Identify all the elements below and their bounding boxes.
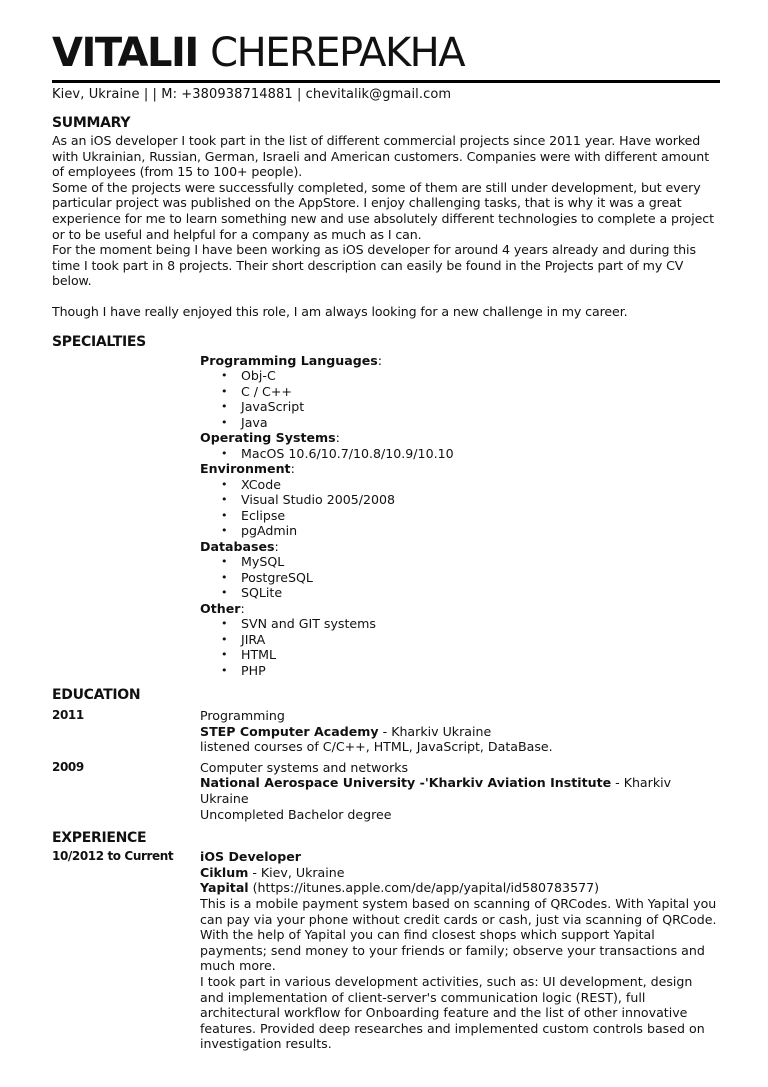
skill-item: • JavaScript — [241, 399, 720, 415]
specialties-heading: SPECIALTIES — [52, 333, 146, 350]
last-name: CHEREPAKHA — [210, 30, 465, 76]
school-name: National Aerospace University -'Kharkiv Aviation Institute — [200, 775, 612, 791]
summary-paragraph: Though I have really enjoyed this role, I am always looking for a new challenge in my career. — [52, 303, 628, 319]
first-name: VITALII — [52, 30, 198, 76]
project-activities: I took part in various development activities, such as: UI development, design and implementation of client-server's communication logic (REST), full architectural workflow for Onboarding feature and the list of other innovative features. Provided deep researches and implemented custom controls based on investigation results. — [200, 973, 705, 1052]
education-note: Uncompleted Bachelor degree — [200, 806, 392, 822]
category-environment: Environment: • XCode • Visual Studio 2005/2008 • Eclipse • pgAdmin — [200, 461, 720, 539]
category-label: Databases — [200, 538, 275, 554]
summary-paragraph: For the moment being I have been working as iOS developer for around 4 years already and during this time I took part in 8 projects. Their short description can easily be found in the Projects part of my CV below. — [52, 242, 696, 289]
education-entry — [52, 760, 720, 822]
skill-item: • C / C++ — [241, 384, 720, 400]
category-databases: Databases: • MySQL • PostgreSQL • SQLite — [200, 539, 720, 601]
education-note: listened courses of C/C++, HTML, JavaScript, DataBase. — [200, 739, 553, 755]
skill-item: • Obj-C — [241, 368, 720, 384]
job-role: iOS Developer — [200, 849, 301, 865]
education-heading: EDUCATION — [52, 687, 141, 704]
summary-heading: SUMMARY — [52, 115, 131, 131]
skill-item: • PostgreSQL — [241, 570, 720, 586]
category-operating-systems: Operating Systems: • MacOS 10.6/10.7/10.8/10.9/10.10 — [200, 430, 720, 461]
education-entry — [52, 708, 720, 755]
summary-section — [52, 133, 720, 320]
summary-paragraph: As an iOS developer I took part in the list of different commercial projects since 2011 year. Have worked with Ukrainian, Russian, German, Israeli and American customers. Companies were with different amount of employees (from 15 to 100+ people). — [52, 133, 710, 180]
school-name: STEP Computer Academy — [200, 723, 379, 739]
project-name: Yapital — [200, 880, 249, 896]
specialties-list — [200, 353, 720, 679]
education-field: Computer systems and networks — [200, 759, 409, 775]
skill-item: • Visual Studio 2005/2008 — [241, 492, 720, 508]
skill-item: • JIRA — [241, 632, 720, 648]
category-programming-languages: Programming Languages: • Obj-C • C / C++ • JavaScript • Java — [200, 353, 720, 431]
experience-entry — [52, 849, 720, 1052]
skill-item: • pgAdmin — [241, 523, 720, 539]
skill-item: • Eclipse — [241, 508, 720, 524]
school-location: - Kharkiv Ukraine — [378, 723, 492, 739]
company-location: - Kiev, Ukraine — [248, 864, 345, 880]
skill-item: • MacOS 10.6/10.7/10.8/10.9/10.10 — [241, 446, 720, 462]
education-year: 2011 — [52, 708, 84, 723]
project-description: This is a mobile payment system based on scanning of QRCodes. With Yapital you can pay via your phone without credit cards or cash, just via scanning of QRCode. With the help of Yapital you can find closest shops which support Yapital payments; send money to your friends or family; observe your transactions and much more. — [200, 895, 717, 974]
skill-item: • SVN and GIT systems — [241, 616, 720, 632]
skill-item: • MySQL — [241, 554, 720, 570]
education-field: Programming — [200, 708, 285, 724]
skill-item: • SQLite — [241, 585, 720, 601]
category-other: Other: • SVN and GIT systems • JIRA • HTML • PHP — [200, 601, 720, 679]
category-label: Programming Languages — [200, 352, 378, 368]
header-divider — [52, 80, 720, 83]
experience-period: 10/2012 to Current — [52, 849, 174, 864]
category-label: Environment — [200, 461, 291, 477]
skill-item: • HTML — [241, 647, 720, 663]
experience-heading: EXPERIENCE — [52, 830, 147, 847]
school-location: - Kharkiv Ukraine — [200, 775, 672, 806]
skill-item: • Java — [241, 415, 720, 431]
contact-line: Kiev, Ukraine | | M: +380938714881 | chevitalik@gmail.com — [52, 87, 452, 102]
candidate-name — [52, 30, 720, 76]
company-name: Ciklum — [200, 864, 249, 880]
education-year: 2009 — [52, 759, 84, 774]
project-link: (https://itunes.apple.com/de/app/yapital/id580783577) — [248, 880, 600, 896]
skill-item: • PHP — [241, 663, 720, 679]
category-label: Other — [200, 600, 241, 616]
resume-page — [52, 30, 720, 1052]
summary-paragraph: Some of the projects were successfully completed, some of them are still under development, but every particular project was published on the AppStore. I enjoy challenging tasks, that is why it was a great experience for me to learn something new and use absolutely different technologies to complete a project or to be useful and helpful for a company as much as I can. — [52, 179, 714, 242]
skill-item: • XCode — [241, 477, 720, 493]
category-label: Operating Systems — [200, 430, 336, 446]
